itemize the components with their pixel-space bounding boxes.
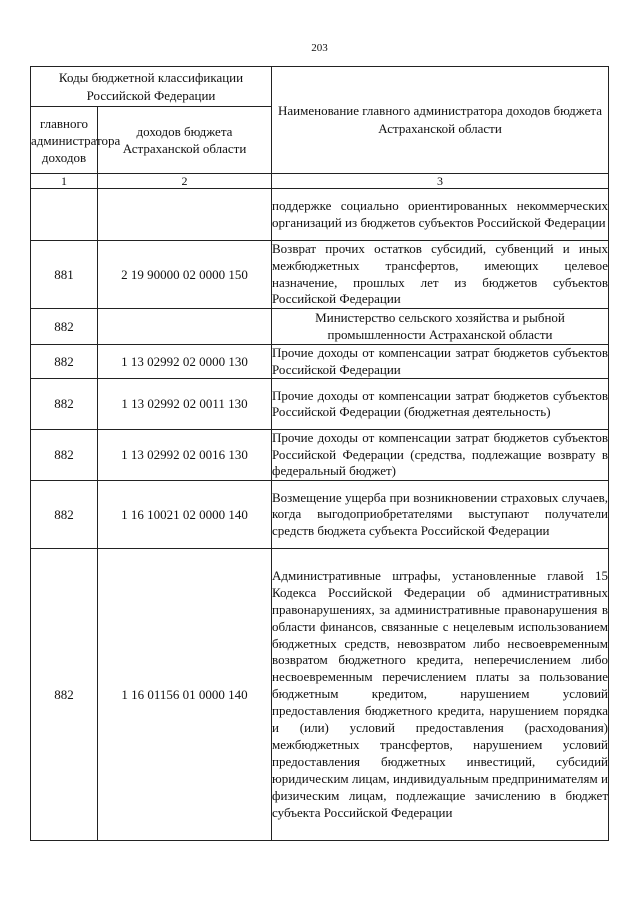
admin-code-cell: 882	[31, 379, 98, 430]
revenue-code-cell: 1 13 02992 02 0016 130	[98, 430, 272, 481]
table-row	[31, 481, 609, 549]
table-row	[31, 379, 609, 430]
column-number-2: 2	[98, 174, 272, 189]
column-number-3: 3	[272, 174, 609, 189]
admin-code-cell: 882	[31, 430, 98, 481]
revenue-name-cell: Возмещение ущерба при возникновении страховых случаев, когда выгодоприобретателями выступают получатели средств бюджета субъекта Российской Федерации	[272, 481, 609, 549]
admin-code-cell: 882	[31, 309, 98, 345]
table-row	[31, 549, 609, 841]
revenue-code-cell: 2 19 90000 02 0000 150	[98, 241, 272, 309]
header-budget-revenue: доходов бюджета Астраханской области	[98, 107, 272, 174]
table-row	[31, 309, 609, 345]
revenue-code-cell	[98, 189, 272, 241]
table-row	[31, 189, 609, 241]
header-admin-name: Наименование главного администратора доходов бюджета Астраханской области	[272, 67, 609, 174]
header-main-admin: главного администратора доходов	[31, 107, 98, 174]
table-row	[31, 430, 609, 481]
revenue-code-cell: 1 16 10021 02 0000 140	[98, 481, 272, 549]
admin-code-cell: 882	[31, 549, 98, 841]
column-number-1: 1	[31, 174, 98, 189]
revenue-code-cell: 1 16 01156 01 0000 140	[98, 549, 272, 841]
table-row	[31, 241, 609, 309]
header-codes-group: Коды бюджетной классификации Российской Федерации	[31, 67, 272, 107]
revenue-name-cell: поддержке социально ориентированных некоммерческих организаций из бюджетов субъектов Российской Федерации	[272, 189, 609, 241]
admin-code-cell: 881	[31, 241, 98, 309]
revenue-name-cell: Административные штрафы, установленные главой 15 Кодекса Российской Федерации об административных правонарушениях, за административные правонарушения в области финансов, связанные с нецелевым использованием бюджетных средств, невозвратом либо несвоевременным возвратом бюджетного кредита, неперечислением либо несвоевременным перечислением платы за пользование бюджетным кредитом, нарушением условий предоставления бюджетного кредита, нарушением порядка и (или) условий предоставления (расходования) межбюджетных трансфертов, нарушением условий предоставления бюджетных инвестиций, субсидий юридическим лицам, индивидуальным предпринимателям и физическим лицам, подлежащие зачислению в бюджет субъекта Российской Федерации	[272, 549, 609, 841]
column-number-row	[31, 174, 609, 189]
revenue-name-cell: Прочие доходы от компенсации затрат бюджетов субъектов Российской Федерации (бюджетная деятельность)	[272, 379, 609, 430]
header-row-top	[31, 67, 609, 107]
admin-code-cell: 882	[31, 345, 98, 379]
revenue-name-cell: Прочие доходы от компенсации затрат бюджетов субъектов Российской Федерации	[272, 345, 609, 379]
revenue-code-cell	[98, 309, 272, 345]
revenue-code-cell: 1 13 02992 02 0011 130	[98, 379, 272, 430]
admin-code-cell	[31, 189, 98, 241]
ministry-name-cell: Министерство сельского хозяйства и рыбной промышленности Астраханской области	[272, 309, 609, 345]
budget-classification-table	[30, 66, 609, 841]
revenue-name-cell: Возврат прочих остатков субсидий, субвенций и иных межбюджетных трансфертов, имеющих целевое назначение, прошлых лет из бюджетов субъектов Российской Федерации	[272, 241, 609, 309]
table-row	[31, 345, 609, 379]
revenue-name-cell: Прочие доходы от компенсации затрат бюджетов субъектов Российской Федерации (средства, подлежащие возврату в федеральный бюджет)	[272, 430, 609, 481]
revenue-code-cell: 1 13 02992 02 0000 130	[98, 345, 272, 379]
page-number: 203	[311, 42, 328, 54]
admin-code-cell: 882	[31, 481, 98, 549]
